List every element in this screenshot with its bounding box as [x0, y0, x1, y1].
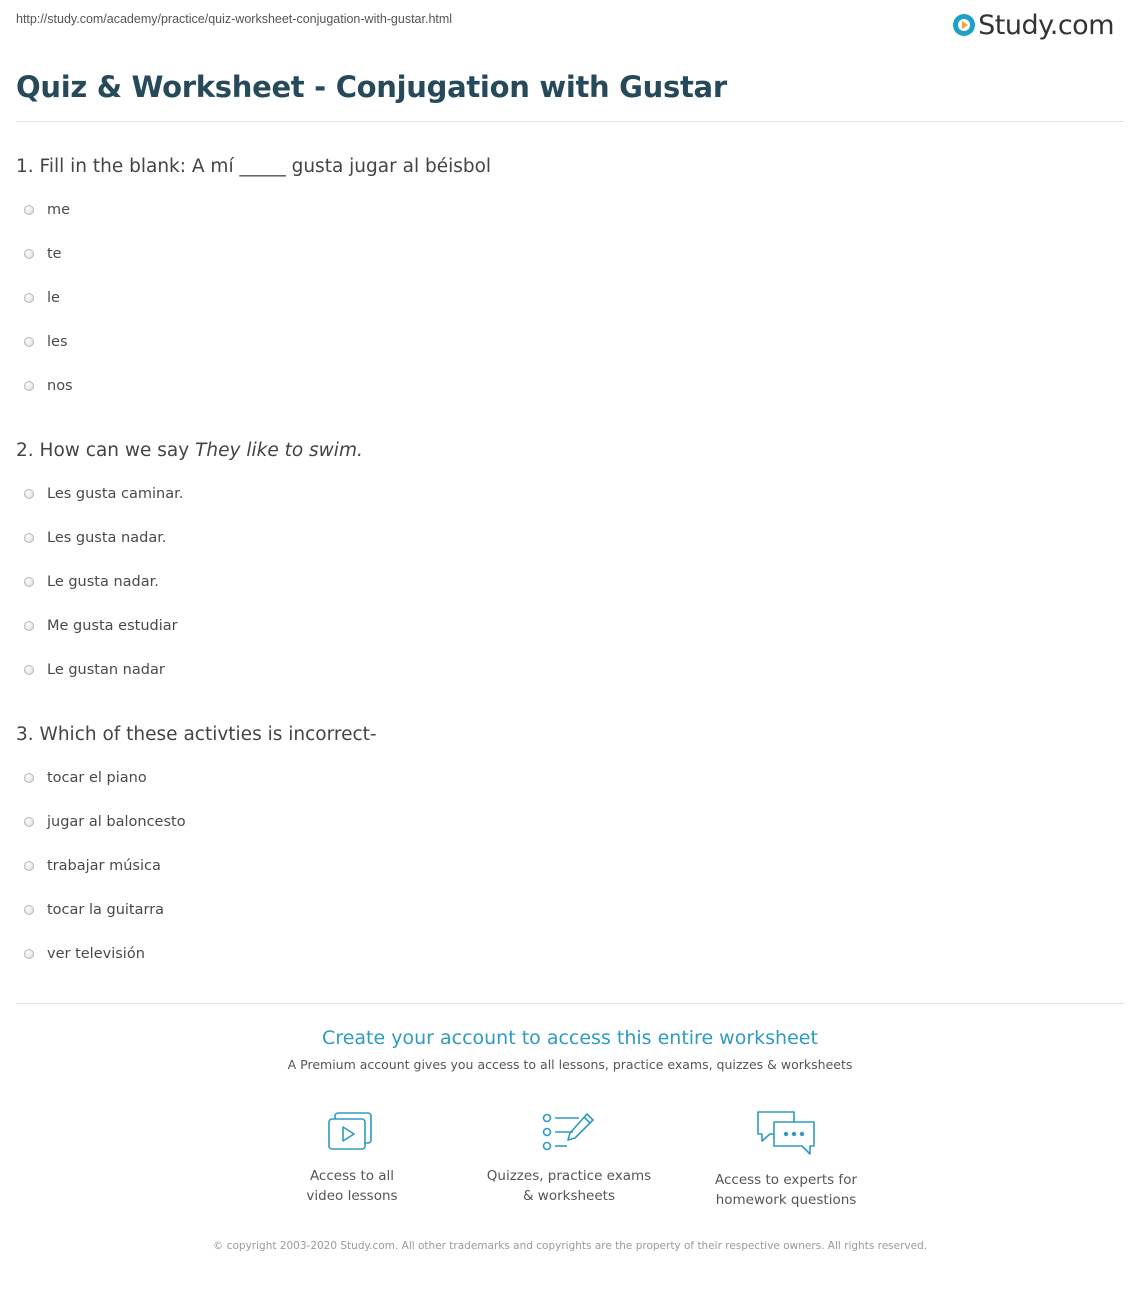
feature-experts [686, 1108, 886, 1210]
question-2 [16, 439, 1116, 678]
answer-label: tocar la guitarra [47, 902, 165, 918]
answer-option[interactable] [16, 242, 62, 266]
radio-button[interactable] [24, 621, 34, 631]
questions-divider [16, 1003, 1124, 1004]
radio-button[interactable] [24, 817, 34, 827]
quiz-list-icon [539, 1108, 599, 1156]
cta-title-link[interactable]: Create your account to access this entire worksheet [322, 1027, 818, 1049]
question-text: 1. Fill in the blank: A mí _____ gusta jugar al béisbol [16, 156, 492, 177]
chat-bubbles-icon [754, 1108, 818, 1160]
page-title: Quiz & Worksheet - Conjugation with Gustar [16, 70, 727, 104]
radio-button[interactable] [24, 773, 34, 783]
answer-option[interactable] [16, 198, 70, 222]
radio-button[interactable] [24, 905, 34, 915]
radio-button[interactable] [24, 249, 34, 259]
feature-label: Access to all video lessons [306, 1168, 398, 1204]
radio-button[interactable] [24, 861, 34, 871]
answer-option[interactable] [16, 286, 60, 310]
study-logo[interactable] [953, 8, 1114, 42]
answer-option[interactable] [16, 374, 73, 398]
answer-option[interactable] [16, 570, 159, 594]
radio-button[interactable] [24, 949, 34, 959]
radio-button[interactable] [24, 577, 34, 587]
radio-button[interactable] [24, 205, 34, 215]
answer-label: te [47, 246, 62, 262]
cta-subtitle: A Premium account gives you access to all lessons, practice exams, quizzes & worksheets [287, 1057, 853, 1072]
answer-option[interactable] [16, 898, 164, 922]
answer-label: jugar al baloncesto [47, 814, 186, 830]
study-logo-play-icon [953, 14, 975, 36]
answer-option[interactable] [16, 854, 161, 878]
feature-quizzes [469, 1108, 669, 1206]
question-text [16, 439, 1116, 463]
answer-label: Les gusta nadar. [47, 530, 167, 546]
answer-label: me [47, 202, 71, 218]
answer-option[interactable] [16, 810, 186, 834]
question-1 [16, 155, 1116, 394]
question-3 [16, 723, 1116, 962]
answer-label: tocar el piano [47, 770, 147, 786]
radio-button[interactable] [24, 337, 34, 347]
answer-option[interactable] [16, 330, 68, 354]
page-url: http://study.com/academy/practice/quiz-worksheet-conjugation-with-gustar.html [16, 12, 453, 26]
answer-option[interactable] [16, 658, 165, 682]
title-divider [16, 121, 1124, 122]
answer-option[interactable] [16, 942, 145, 966]
question-text-prefix: 2. How can we say [16, 440, 196, 461]
answer-label: Me gusta estudiar [47, 618, 178, 634]
answer-label: Le gusta nadar. [47, 574, 159, 590]
answer-label: Le gustan nadar [47, 662, 165, 678]
radio-button[interactable] [24, 293, 34, 303]
answer-label: ver televisión [47, 946, 145, 962]
answer-label: les [47, 334, 68, 350]
answer-option[interactable] [16, 614, 178, 638]
feature-video-lessons [252, 1108, 452, 1206]
answer-label: trabajar música [47, 858, 161, 874]
radio-button[interactable] [24, 665, 34, 675]
feature-label: Quizzes, practice exams & worksheets [486, 1168, 652, 1204]
answer-label: nos [47, 378, 73, 394]
answer-option[interactable] [16, 482, 183, 506]
answer-option[interactable] [16, 766, 147, 790]
question-text-emphasis: They like to swim. [195, 440, 363, 461]
video-lessons-icon [324, 1108, 380, 1156]
question-text: 3. Which of these activties is incorrect- [16, 724, 377, 745]
copyright-notice: © copyright 2003-2020 Study.com. All other trademarks and copyrights are the property of their respective owners. All rights reserved. [212, 1240, 928, 1252]
answer-label: le [47, 290, 60, 306]
answer-option[interactable] [16, 526, 166, 550]
radio-button[interactable] [24, 489, 34, 499]
feature-label: Access to experts for homework questions [714, 1172, 857, 1208]
radio-button[interactable] [24, 381, 34, 391]
study-logo-text: Study.com [978, 9, 1114, 41]
answer-label: Les gusta caminar. [47, 486, 184, 502]
radio-button[interactable] [24, 533, 34, 543]
